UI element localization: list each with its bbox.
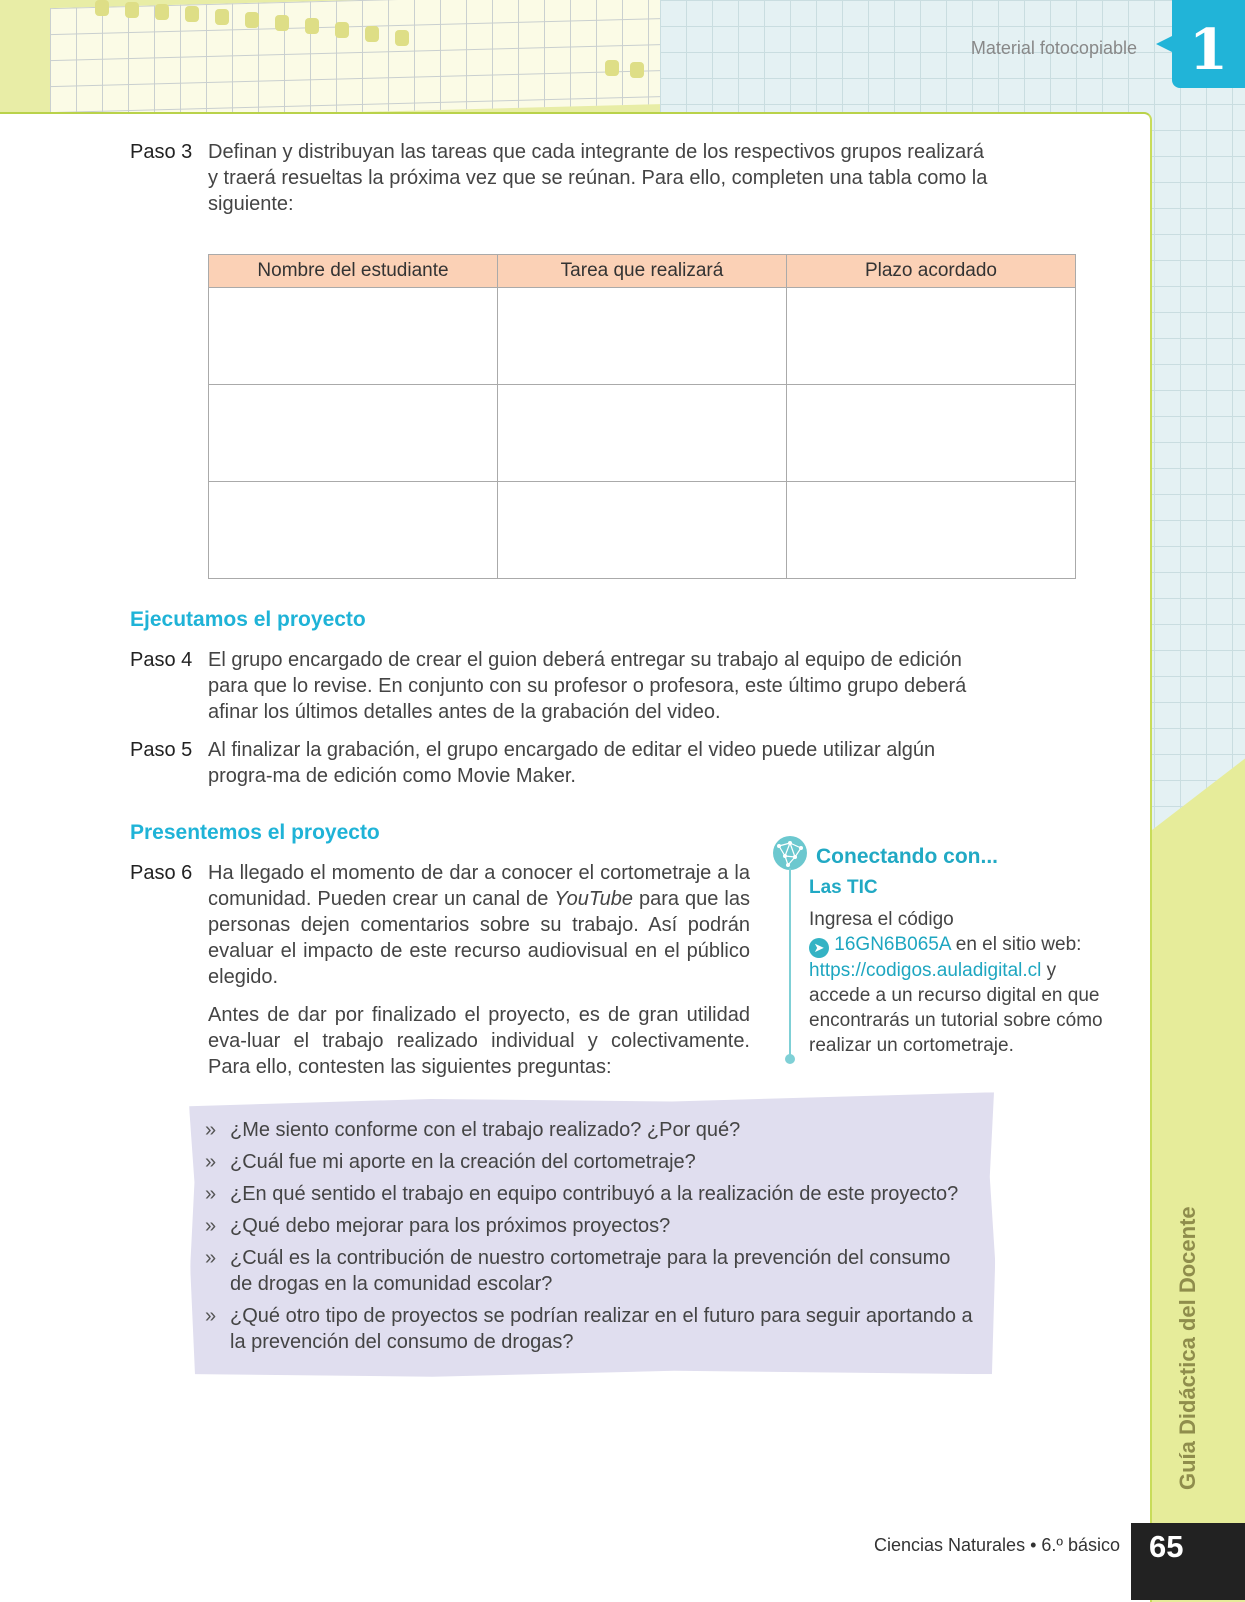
- list-item: [205, 1149, 975, 1175]
- table-cell[interactable]: [787, 288, 1076, 385]
- table-row: [209, 288, 1076, 385]
- reflection-questions-list: [205, 1117, 975, 1361]
- unit-number-tab: 1: [1172, 0, 1245, 88]
- connect-box-code-line: [809, 932, 1109, 958]
- connect-box-subtitle: Las TIC: [809, 877, 878, 898]
- step-text-part: Ha llegado el momento de dar a conocer el cortometraje a la comunidad. Pueden crear un canal de: [208, 862, 750, 910]
- table-header-cell: Nombre del estudiante: [209, 255, 498, 288]
- step-text: El grupo encargado de crear el guion deberá entregar su trabajo al equipo de edición para que lo revise. En conjunto con su profesor o profesora, este último grupo deberá afinar los últimos detalles antes de la grabación del video.: [208, 649, 967, 723]
- step-text: Al finalizar la grabación, el grupo encargado de editar el video puede utilizar algún progra-ma de edición como Movie Maker.: [208, 739, 936, 787]
- bullet: »: [205, 1247, 217, 1269]
- list-item: [205, 1245, 975, 1297]
- table-row: [209, 482, 1076, 579]
- rocket-icon: ➤: [809, 938, 829, 958]
- step-3: [130, 139, 990, 217]
- question-text: ¿Qué debo mejorar para los próximos proyectos?: [230, 1215, 671, 1237]
- bullet: »: [205, 1215, 217, 1237]
- table-cell[interactable]: [498, 288, 787, 385]
- list-item: [205, 1213, 975, 1239]
- step-text-evaluation: Antes de dar por finalizado el proyecto, es de gran utilidad eva-luar el trabajo realizado individual y colectivamente. Para ello, contesten las siguientes preguntas:: [208, 1004, 750, 1078]
- bullet: »: [205, 1183, 217, 1205]
- task-assignment-table: [208, 254, 1076, 579]
- section-title-presentemos: Presentemos el proyecto: [130, 821, 380, 844]
- step-label: Paso 3: [130, 141, 193, 163]
- step-text: Definan y distribuyan las tareas que cada integrante de los respectivos grupos realizará y traerá resueltas la próxima vez que se reúnan. Para ello, completen una tabla como la siguiente:: [208, 141, 988, 215]
- step-label: Paso 5: [130, 739, 193, 761]
- list-item: [205, 1117, 975, 1143]
- photocopiable-label: Material fotocopiable: [970, 38, 1137, 58]
- table-cell[interactable]: [787, 385, 1076, 482]
- connect-box-url-text: [809, 958, 1109, 1058]
- globe-network-icon: [773, 836, 807, 870]
- code-suffix: en el sitio web:: [950, 934, 1082, 955]
- connect-box-line: [789, 868, 791, 1058]
- connect-box-intro: Ingresa el código: [809, 909, 954, 930]
- table-header-cell: Plazo acordado: [787, 255, 1076, 288]
- step-text: [208, 860, 750, 990]
- list-item: [205, 1303, 975, 1355]
- step-text-part: para que las personas dejen comentarios sobre su trabajo. Así podrán evaluar el impacto de este recurso audiovisual en el público elegido.: [208, 888, 750, 988]
- step-6: [130, 860, 750, 1080]
- connect-box-dot: [785, 1054, 795, 1064]
- youtube-text: YouTube: [554, 888, 633, 910]
- bullet: »: [205, 1151, 217, 1173]
- step-label: Paso 6: [130, 862, 193, 884]
- connect-box-title: Conectando con...: [816, 845, 999, 868]
- question-text: ¿Qué otro tipo de proyectos se podrían realizar en el futuro para seguir aportando a la prevención del consumo de drogas?: [230, 1305, 973, 1353]
- question-text: ¿En qué sentido el trabajo en equipo contribuyó a la realización de este proyecto?: [230, 1183, 959, 1205]
- resource-url-link[interactable]: https://codigos.auladigital.cl: [809, 960, 1042, 981]
- bullet: »: [205, 1119, 217, 1141]
- teacher-guide-side-label: Guía Didáctica del Docente: [1175, 1206, 1200, 1490]
- step-5: [130, 737, 990, 789]
- list-item: [205, 1181, 975, 1207]
- notebook-holes-decoration: [95, 0, 655, 80]
- table-header-row: [209, 255, 1076, 288]
- url-suffix: y accede a un recurso digital en que encontrarás un tutorial sobre cómo realizar un cortometraje.: [809, 960, 1103, 1056]
- table-cell[interactable]: [787, 482, 1076, 579]
- table-row: [209, 385, 1076, 482]
- connect-box-body: [809, 907, 1109, 1058]
- table-cell[interactable]: [209, 385, 498, 482]
- page-number: 65: [1131, 1523, 1245, 1600]
- table-cell[interactable]: [498, 482, 787, 579]
- question-text: ¿Cuál fue mi aporte en la creación del cortometraje?: [230, 1151, 696, 1173]
- table-cell[interactable]: [209, 288, 498, 385]
- bullet: »: [205, 1305, 217, 1327]
- section-title-ejecutamos: Ejecutamos el proyecto: [130, 608, 366, 631]
- footer-subject: Ciencias Naturales • 6.º básico: [874, 1535, 1120, 1555]
- table-header-cell: Tarea que realizará: [498, 255, 787, 288]
- question-text: ¿Me siento conforme con el trabajo realizado? ¿Por qué?: [230, 1119, 741, 1141]
- table-cell[interactable]: [209, 482, 498, 579]
- table-cell[interactable]: [498, 385, 787, 482]
- step-label: Paso 4: [130, 649, 193, 671]
- question-text: ¿Cuál es la contribución de nuestro cortometraje para la prevención del consumo de drogas en la comunidad escolar?: [230, 1247, 951, 1295]
- step-4: [130, 647, 990, 725]
- resource-code[interactable]: 16GN6B065A: [834, 934, 951, 955]
